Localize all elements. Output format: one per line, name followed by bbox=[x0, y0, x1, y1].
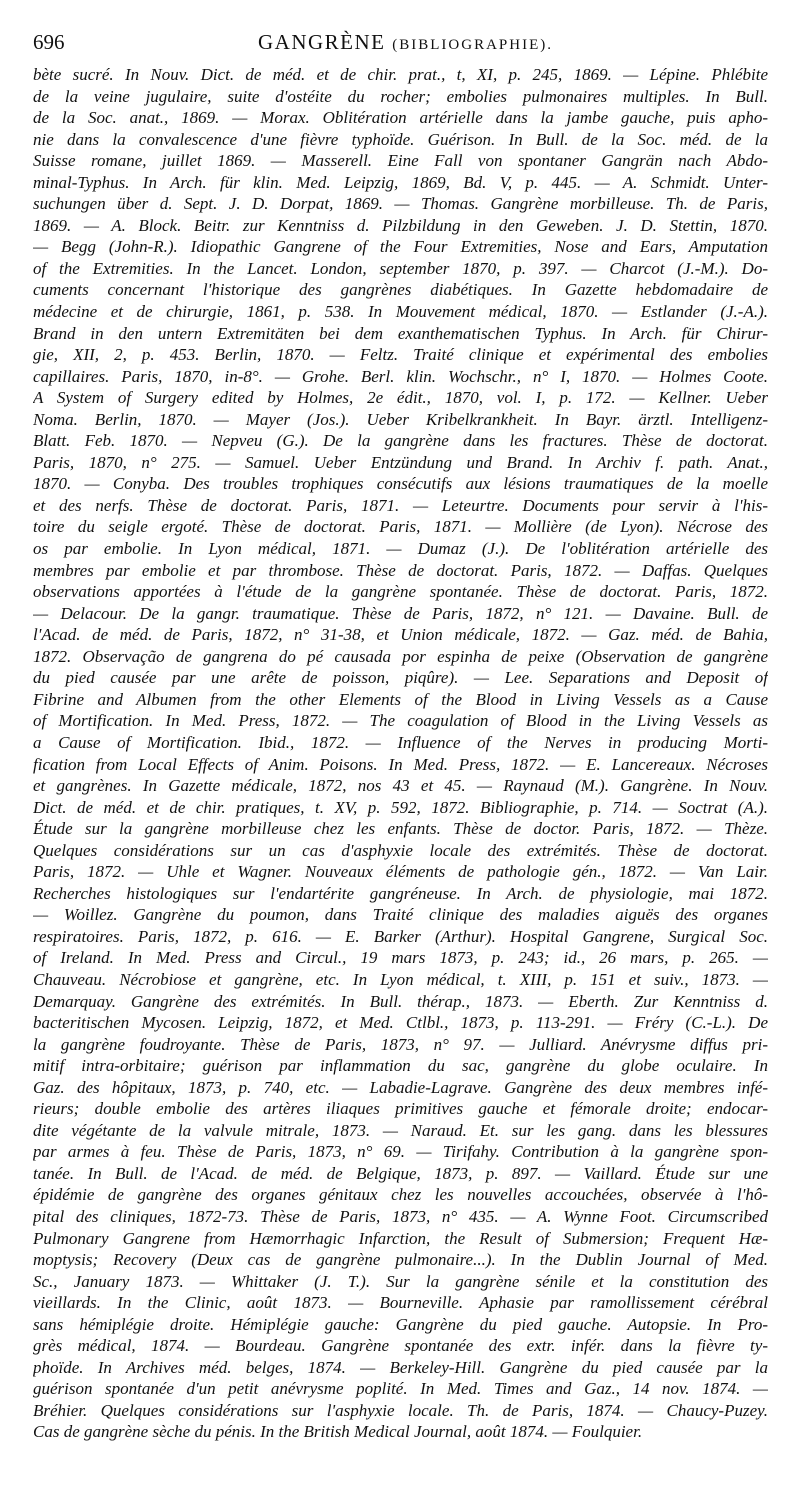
text-line: bète sucré. In Nouv. Dict. de méd. et de chir. prat., t, XI, p. 245, 1869. — Lépine. Phlébite bbox=[33, 65, 768, 84]
text-line: phoïde. In Archives méd. belges, 1874. — Berkeley-Hill. Gangrène du pied causée par la bbox=[33, 1357, 768, 1377]
page-number: 696 bbox=[33, 30, 65, 54]
text-line: nie dans la convalescence d'une fièvre typhoïde. Guérison. In Bull. de la Soc. méd. de la bbox=[33, 129, 768, 149]
text-line: 1872. Observação de gangrena do pé causada por espinha de peixe (Observation de gangrène bbox=[33, 646, 768, 666]
text-line: minal-Typhus. In Arch. für klin. Med. Leipzig, 1869, Bd. V, p. 445. — A. Schmidt. Unter- bbox=[33, 172, 768, 192]
text-line: cuments concernant l'historique des gangrènes diabétiques. In Gazette hebdomadaire de bbox=[33, 280, 768, 300]
text-line: dite végétante de la valvule mitrale, 1873. — Naraud. Et. sur les gang. dans les blessures bbox=[33, 1120, 768, 1140]
text-line: rieurs; double embolie des artères iliaques primitives gauche et fémorale droite; endocar- bbox=[33, 1099, 768, 1119]
text-line: os par embolie. In Lyon médical, 1871. — Dumaz (J.). De l'oblitération artérielle des bbox=[33, 539, 768, 559]
text-line: grès médical, 1874. — Bourdeau. Gangrène spontanée des extr. infér. dans la fièvre ty- bbox=[33, 1336, 768, 1356]
text-line: de la veine jugulaire, suite d'ostéite du rocher; embolies pulmonaires multiples. In Bull. bbox=[33, 86, 768, 106]
text-line: a Cause of Mortification. Ibid., 1872. — Influence of the Nerves in producing Morti- bbox=[33, 732, 768, 752]
text-line: mitif intra-orbitaire; guérison par inflammation du sac, gangrène du globe oculaire. In bbox=[33, 1056, 768, 1076]
text-line: Noma. Berlin, 1870. — Mayer (Jos.). Ueber Kribelkrankheit. In Bayr. ärztl. Intelligenz- bbox=[33, 409, 768, 429]
text-line: membres par embolie et par thrombose. Thèse de doctorat. Paris, 1872. — Daffas. Quelques bbox=[33, 560, 768, 580]
text-line: bacteritischen Mycosen. Leipzig, 1872, et Med. Ctlbl., 1873, p. 113-291. — Fréry (C.-L.). De bbox=[33, 1013, 768, 1033]
text-line: — Woillez. Gangrène du poumon, dans Traité clinique des maladies aiguës des organes bbox=[33, 905, 768, 925]
text-line: capillaires. Paris, 1870, in-8°. — Grohe. Berl. klin. Wochschr., n° I, 1870. — Holmes Coote. bbox=[33, 366, 768, 386]
text-line: Paris, 1872. — Uhle et Wagner. Nouveaux éléments de pathologie gén., 1872. — Van Lair. bbox=[33, 862, 768, 882]
text-line: gie, XII, 2, p. 453. Berlin, 1870. — Feltz. Traité clinique et expérimental des embolies bbox=[33, 345, 768, 365]
text-line: de la Soc. anat., 1869. — Morax. Oblitération artérielle dans la jambe gauche, puis apho- bbox=[33, 108, 768, 128]
text-line: — Begg (John-R.). Idiopathic Gangrene of the Four Extremities, Nose and Ears, Amputation bbox=[33, 237, 768, 257]
text-line: Paris, 1870, n° 275. — Samuel. Ueber Entzündung und Brand. In Archiv f. path. Anat., bbox=[33, 452, 768, 472]
running-title-main: GANGRÈNE bbox=[258, 30, 386, 54]
text-line: Cas de gangrène sèche du pénis. In the British Medical Journal, août 1874. — Foulquier. bbox=[33, 1422, 643, 1442]
text-line: épidémie de gangrène des organes génitaux chez les nouvelles accouchées, observée à l'hô- bbox=[33, 1185, 768, 1205]
text-line: of Ireland. In Med. Press and Circul., 19 mars 1873, p. 243; id., 26 mars, p. 265. — bbox=[33, 948, 768, 968]
running-title-sub: (BIBLIOGRAPHIE). bbox=[392, 37, 553, 53]
text-line: suchungen über d. Sept. J. D. Dorpat, 1869. — Thomas. Gangrène morbilleuse. Th. de Paris, bbox=[33, 194, 768, 214]
text-line: Pulmonary Gangrene from Hæmorrhagic Infarction, the Result of Submersion; Frequent Hæ- bbox=[33, 1228, 768, 1248]
text-line: fication from Local Effects of Anim. Poisons. In Med. Press, 1872. — E. Lancereaux. Nécroses bbox=[33, 754, 768, 774]
text-line: Gaz. des hôpitaux, 1873, p. 740, etc. — Labadie-Lagrave. Gangrène des deux membres infé- bbox=[33, 1077, 768, 1097]
text-line: Dict. de méd. et de chir. pratiques, t. XV, p. 592, 1872. Bibliographie, p. 714. — Soctrat (A.). bbox=[33, 797, 768, 817]
text-line: respiratoires. Paris, 1872, p. 616. — E. Barker (Arthur). Hospital Gangrene, Surgical Soc. bbox=[33, 926, 768, 946]
text-line: observations apportées à l'étude de la gangrène spontanée. Thèse de doctorat. Paris, 1872. bbox=[33, 582, 768, 602]
text-line: — Delacour. De la gangr. traumatique. Thèse de Paris, 1872, n° 121. — Davaine. Bull. de bbox=[33, 603, 768, 623]
text-line: pital des cliniques, 1872-73. Thèse de Paris, 1873, n° 435. — A. Wynne Foot. Circumscribed bbox=[33, 1206, 768, 1226]
text-line: l'Acad. de méd. de Paris, 1872, n° 31-38, et Union médicale, 1872. — Gaz. méd. de Bahia, bbox=[33, 625, 768, 645]
text-line: Quelques considérations sur un cas d'asphyxie locale des extrémités. Thèse de doctorat. bbox=[33, 840, 768, 860]
text-line: Blatt. Feb. 1870. — Nepveu (G.). De la gangrène dans les fractures. Thèse de doctorat. bbox=[33, 431, 768, 451]
bibliography-text bbox=[33, 64, 768, 1443]
running-header bbox=[33, 30, 768, 58]
text-line: la gangrène foudroyante. Thèse de Paris, 1873, n° 97. — Julliard. Anévrysme diffus pri- bbox=[33, 1034, 768, 1054]
text-line: Étude sur la gangrène morbilleuse chez les enfants. Thèse de doctor. Paris, 1872. — Thèze. bbox=[33, 819, 768, 839]
text-line: moptysis; Recovery (Deux cas de gangrène pulmonaire...). In the Dublin Journal of Med. bbox=[33, 1250, 768, 1270]
text-line: et gangrènes. In Gazette médicale, 1872, nos 43 et 45. — Raynaud (M.). Gangrène. In Nouv. bbox=[33, 776, 768, 796]
text-line: médecine et de chirurgie, 1861, p. 538. In Mouvement médical, 1870. — Estlander (J.-A.). bbox=[33, 302, 768, 322]
text-line: toire du seigle ergoté. Thèse de doctorat. Paris, 1871. — Mollière (de Lyon). Nécrose des bbox=[33, 517, 768, 537]
text-line: Suisse romane, juillet 1869. — Masserell. Eine Fall von spontaner Gangrän nach Abdo- bbox=[33, 151, 768, 171]
text-line: guérison spontanée d'un petit anévrysme poplité. In Med. Times and Gaz., 14 nov. 1874. — bbox=[33, 1379, 768, 1399]
text-line: par armes à feu. Thèse de Paris, 1873, n° 69. — Tirifahy. Contribution à la gangrène spon- bbox=[33, 1142, 768, 1162]
text-line: Fibrine and Albumen from the other Elements of the Blood in Living Vessels as a Cause bbox=[33, 689, 768, 709]
text-line: vieillards. In the Clinic, août 1873. — Bourneville. Aphasie par ramollissement cérébral bbox=[33, 1293, 768, 1313]
text-line: Chauveau. Nécrobiose et gangrène, etc. In Lyon médical, t. XIII, p. 151 et suiv., 1873. — bbox=[33, 969, 768, 989]
text-line: Recherches histologiques sur l'endartérite gangréneuse. In Arch. de physiologie, mai 1872. bbox=[33, 883, 768, 903]
text-line: of Mortification. In Med. Press, 1872. — The coagulation of Blood in the Living Vessels as bbox=[33, 711, 768, 731]
text-line: tanée. In Bull. de l'Acad. de méd. de Belgique, 1873, p. 897. — Vaillard. Étude sur une bbox=[33, 1163, 768, 1183]
text-line: du pied causée par une arête de poisson, piqûre). — Lee. Separations and Deposit of bbox=[33, 668, 768, 688]
text-line: et des nerfs. Thèse de doctorat. Paris, 1871. — Leteurtre. Documents pour servir à l'his- bbox=[33, 495, 768, 515]
text-line: Bréhier. Quelques considérations sur l'asphyxie locale. Th. de Paris, 1874. — Chaucy-Puzey. bbox=[33, 1400, 768, 1420]
text-line: sans hémiplégie droite. Hémiplégie gauche: Gangrène du pied gauche. Autopsie. In Pro- bbox=[33, 1314, 768, 1334]
text-line: A System of Surgery edited by Holmes, 2e édit., 1870, vol. I, p. 172. — Kellner. Ueber bbox=[33, 388, 768, 408]
text-line: 1869. — A. Block. Beitr. zur Kenntniss d. Pilzbildung in den Geweben. J. D. Stettin, 1870. bbox=[33, 215, 768, 235]
text-line: Brand in den untern Extremitäten bei dem exanthematischen Typhus. In Arch. für Chirur- bbox=[33, 323, 768, 343]
text-line: 1870. — Conyba. Des troubles trophiques consécutifs aux lésions traumatiques de la moelle bbox=[33, 474, 768, 494]
running-title bbox=[258, 30, 553, 55]
text-line: Demarquay. Gangrène des extrémités. In Bull. thérap., 1873. — Eberth. Zur Kenntniss d. bbox=[33, 991, 768, 1011]
text-line: of the Extremities. In the Lancet. London, september 1870, p. 397. — Charcot (J.-M.). Do- bbox=[33, 258, 768, 278]
text-line: Sc., January 1873. — Whittaker (J. T.). Sur la gangrène sénile et la constitution des bbox=[33, 1271, 768, 1291]
